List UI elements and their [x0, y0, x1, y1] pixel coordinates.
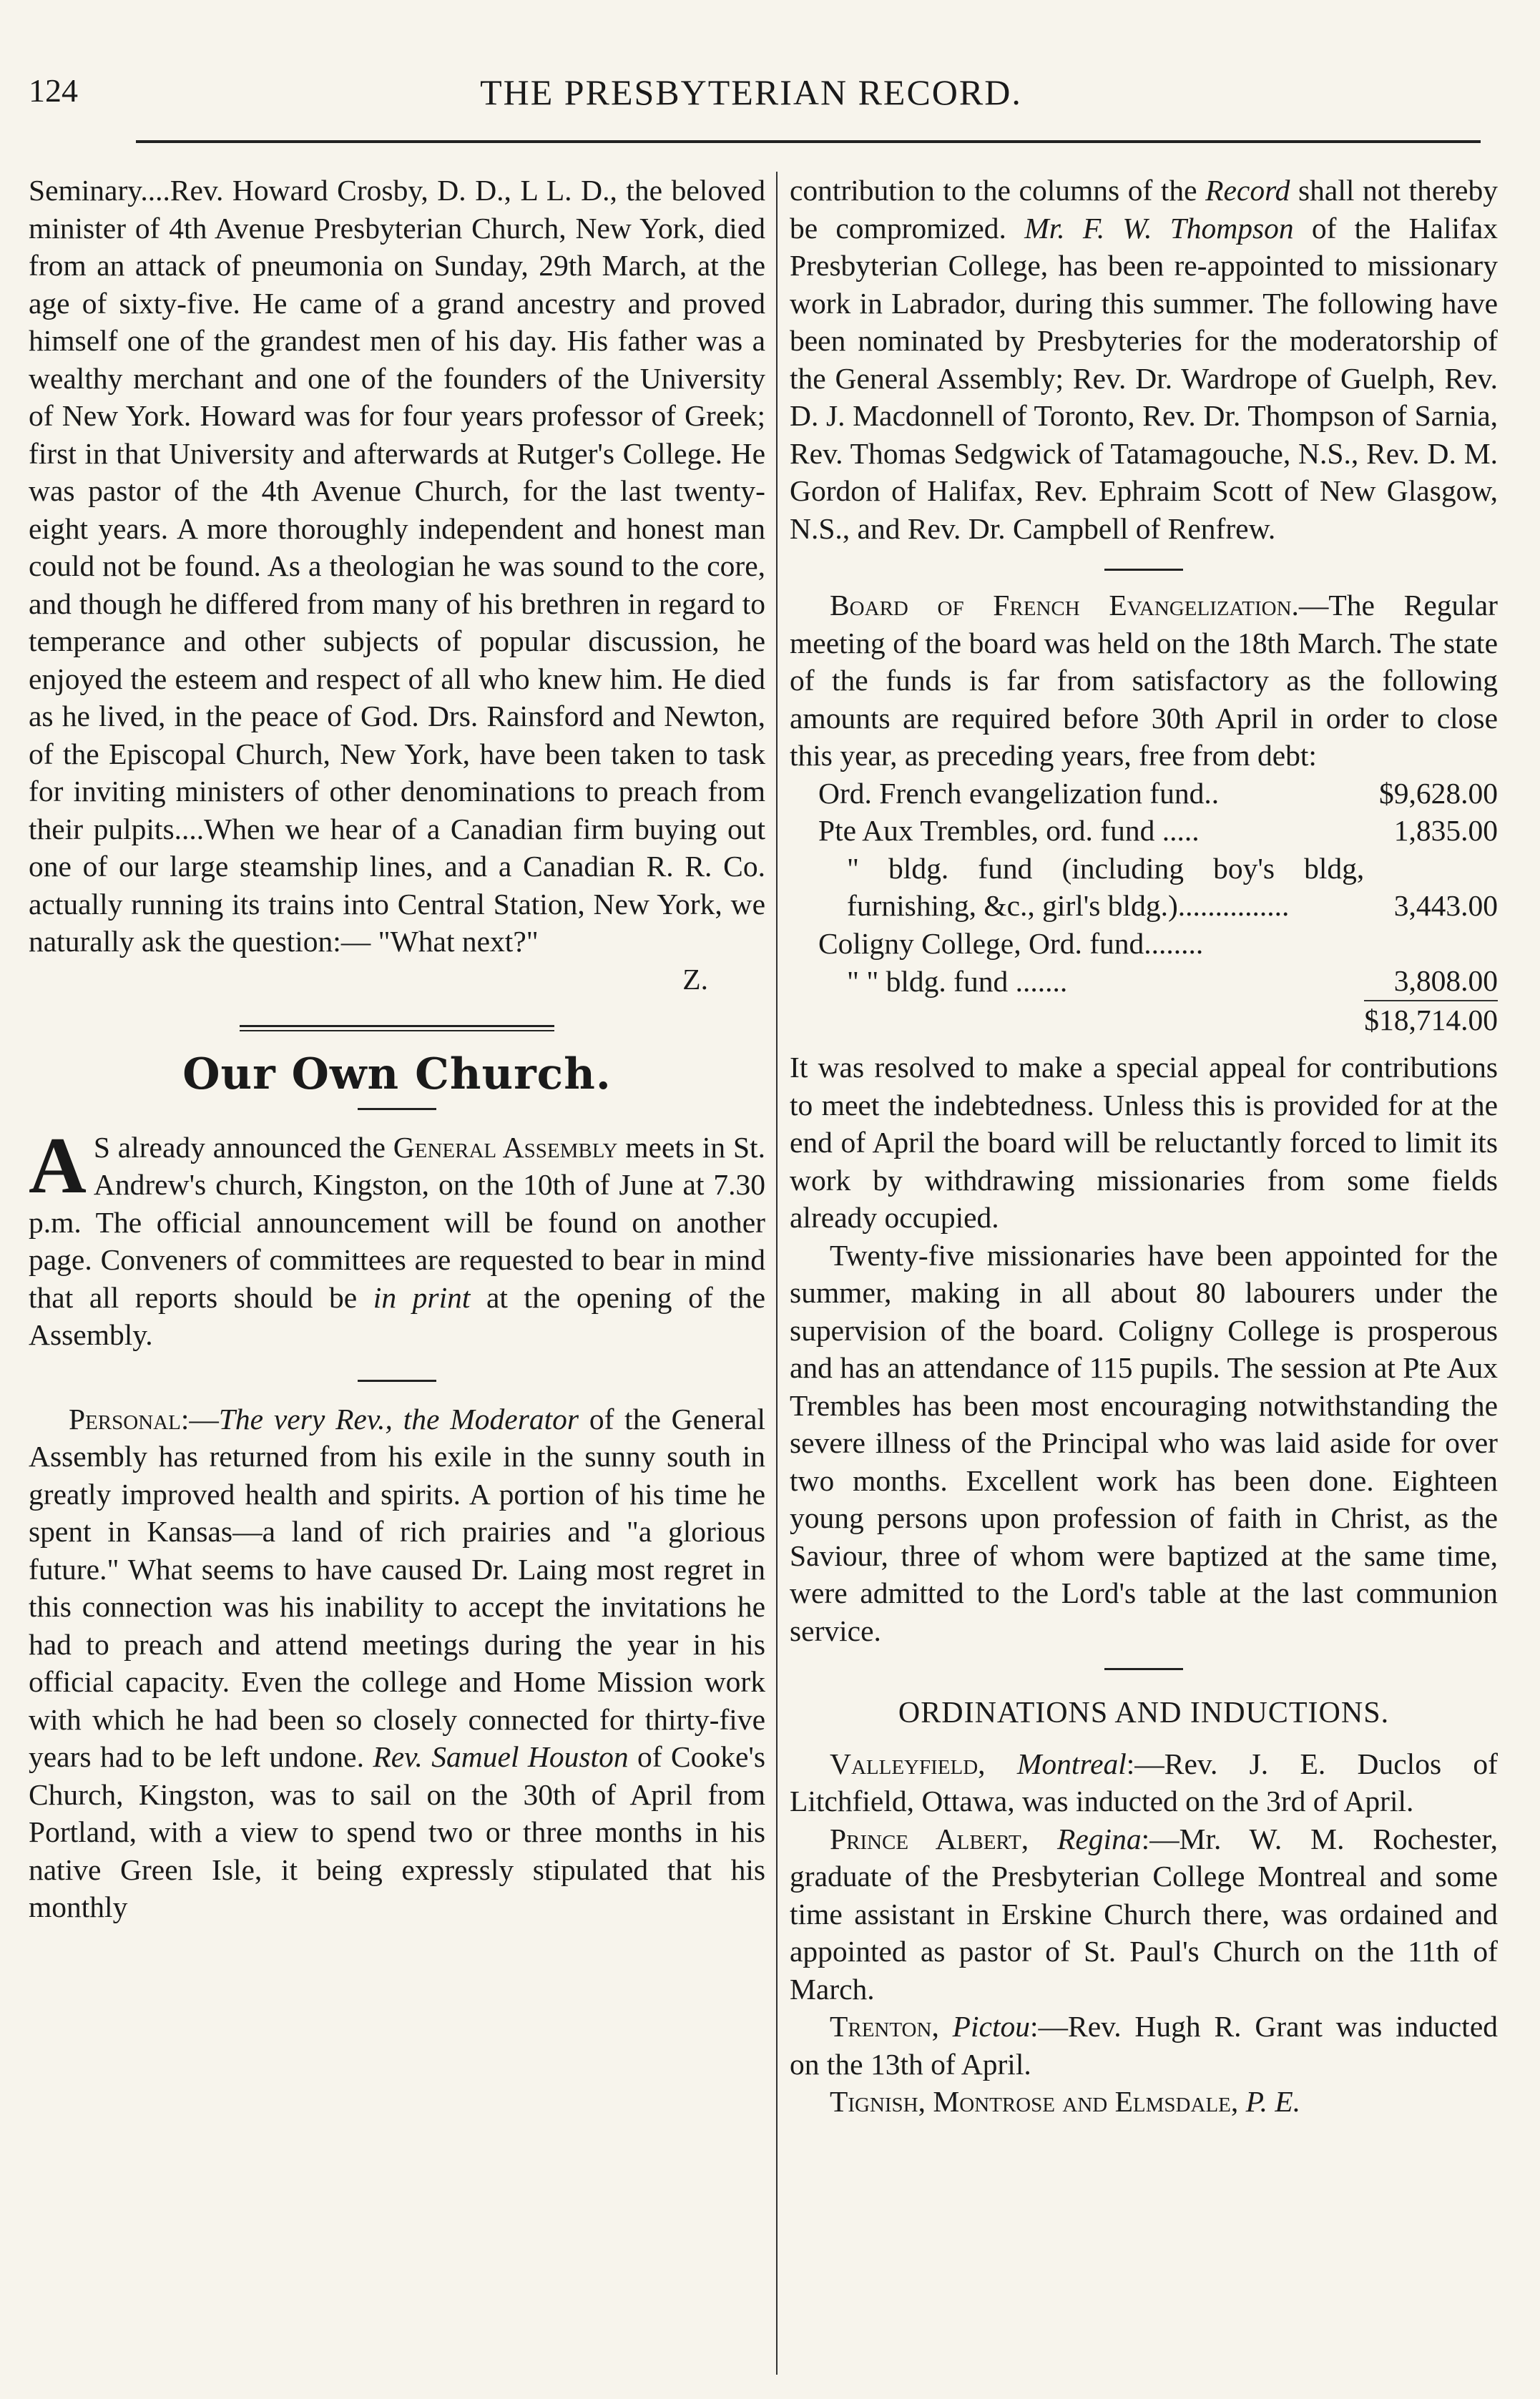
- ordination-item: Trenton, Pictou:—Rev. Hugh R. Grant was inducted on the 13th of April.: [790, 2010, 1499, 2081]
- funds-total: $18,714.00: [1364, 1001, 1498, 1039]
- signature-line: [29, 961, 765, 999]
- table-row: Pte Aux Trembles, ord. fund ..... 1,835.00: [818, 814, 1498, 847]
- crosby-obituary-paragraph: Seminary....Rev. Howard Crosby, D. D., L L. D., the beloved minister of 4th Avenue Presbyterian Church, New York, died from an attack of pneumonia on Sunday, 29th March, at the age of sixty-five. He came of a grand ancestry and proved himself one of the grandest men of his day. His father was a wealthy merchant and one of the founders of the University of New York. Howard was for four years professor of Greek; first in that University and afterwards at Rutger's College. He was pastor of the 4th Avenue Church, for the last twenty-eight years. A more thoroughly independent and honest man could not be found. As a theologian he was sound to the core, and though he differed from many of his brethren in regard to temperance and other subjects of popular discussion, he enjoyed the esteem and respect of all who knew him. He died as he lived, in the peace of God. Drs. Rainsford and Newton, of the Episcopal Church, New York, have been taken to task for inviting ministers of other denominations to preach from their pulpits....When we hear of a Canadian firm buying out one of our large steamship lines, and a Canadian R. R. Co. actually running its trains into Central Station, New York, we naturally ask the question:— "What next?": [29, 174, 765, 958]
- section-double-rule: [240, 1025, 554, 1031]
- running-title: THE PRESBYTERIAN RECORD.: [480, 72, 1022, 112]
- section-short-rule: [358, 1108, 436, 1110]
- page-header: [29, 72, 1473, 114]
- paragraph-short-rule: [1104, 569, 1183, 571]
- header-rule: [136, 140, 1481, 143]
- funds-table: [818, 775, 1498, 1039]
- table-row: " " bldg. fund ....... 3,808.00: [847, 964, 1498, 998]
- continued-paragraph: contribution to the columns of the Record shall not thereby be compromized. Mr. F. W. Thompson of the Halifax Presbyterian College, has been re-appointed to missionary work in Labrador, during this summer. The following have been nominated by Presbyteries for the moderatorship of the General Assembly; Rev. Dr. Wardrope of Guelph, Rev. D. J. Macdonnell of Toronto, Rev. Dr. Thompson of Sarnia, Rev. Thomas Sedgwick of Tatamagouche, N.S., Rev. D. M. Gordon of Halifax, Rev. Ephraim Scott of New Glasgow, N.S., and Rev. Dr. Campbell of Renfrew.: [790, 174, 1498, 545]
- ordinations-heading: ORDINATIONS AND INDUCTIONS.: [898, 1697, 1390, 1730]
- ordination-item: Valleyfield, Montreal:—Rev. J. E. Duclos of Litchfield, Ottawa, was inducted on the 3rd of April.: [790, 1747, 1499, 1817]
- table-row: " bldg. fund (including boy's bldg, furnishing, &c., girl's bldg.)............... 3,443.00: [847, 851, 1498, 922]
- section-title: Our Own Church.: [182, 1049, 612, 1099]
- ordination-item: Tignish, Montrose and Elmsdale, P. E.: [830, 2085, 1301, 2118]
- french-board-paragraph: Board of French Evangelization.—The Regular meeting of the board was held on the 18th March. The state of the funds is far from satisfactory as the following amounts are required before 30th April in order to close this year, as preceding years, free from debt:: [790, 589, 1499, 772]
- right-column: [790, 172, 1498, 2121]
- assembly-paragraph: A S already announced the General Assembly meets in St. Andrew's church, Kingston, on the 10th of June at 7.30 p.m. The official announcement will be found on another page. Conveners of committees are requested to bear in mind that all reports should be in print at the opening of the Assembly.: [29, 1121, 765, 1351]
- total-row: [818, 1001, 1498, 1039]
- table-row: Coligny College, Ord. fund........: [818, 926, 1204, 960]
- ordination-item: Prince Albert, Regina:—Mr. W. M. Rochester, graduate of the Presbyterian College Montreal and some time assistant in Erskine Church there, was ordained and appointed as pastor of St. Paul's Church on the 11th of March.: [790, 1822, 1498, 2006]
- page-number: 124: [29, 72, 78, 109]
- author-signature: Z.: [682, 962, 708, 996]
- paragraph-short-rule: [1104, 1668, 1183, 1670]
- column-divider: [776, 172, 778, 2375]
- personal-paragraph: Personal:—The very Rev., the Moderator of the General Assembly has returned from his exile in the sunny south in greatly improved health and spirits. A portion of his time he spent in Kansas—a land of rich prairies and "a glorious future." What seems to have caused Dr. Laing most regret in this connection was his inability to accept the invitations he had to preach and attend meetings during the year in his official capacity. Even the college and Home Mission work with which he had been so closely connected for thirty-five years had to be left undone. Rev. Samuel Houston of Cooke's Church, Kingston, was to sail on the 30th of April from Portland, with a view to spend two or three months in his native Green Isle, it being expressly stipulated that his monthly: [29, 1402, 765, 1923]
- drop-cap: A: [29, 1121, 87, 1210]
- paragraph-short-rule: [358, 1380, 436, 1382]
- appeal-paragraph: It was resolved to make a special appeal for contributions to meet the indebtedness. Unless this is provided for at the end of April the board will be reluctantly forced to limit its work by withdrawing missionaries from some fields already occupied.: [790, 1051, 1498, 1234]
- missionaries-paragraph: Twenty-five missionaries have been appointed for the summer, making in all about 80 labourers under the supervision of the board. Coligny College is prosperous and has an attendance of 115 pupils. The session at Pte Aux Trembles has been most encouraging notwithstanding the severe illness of the Principal who was laid aside for over two months. Excellent work has been done. Eighteen young persons upon profession of faith in Christ, as the Saviour, three of whom were baptized at the same time, were admitted to the Lord's table at the last communion service.: [790, 1238, 1498, 1647]
- left-column: [29, 172, 765, 1926]
- table-row: Ord. French evangelization fund.. $9,628.00: [818, 776, 1498, 810]
